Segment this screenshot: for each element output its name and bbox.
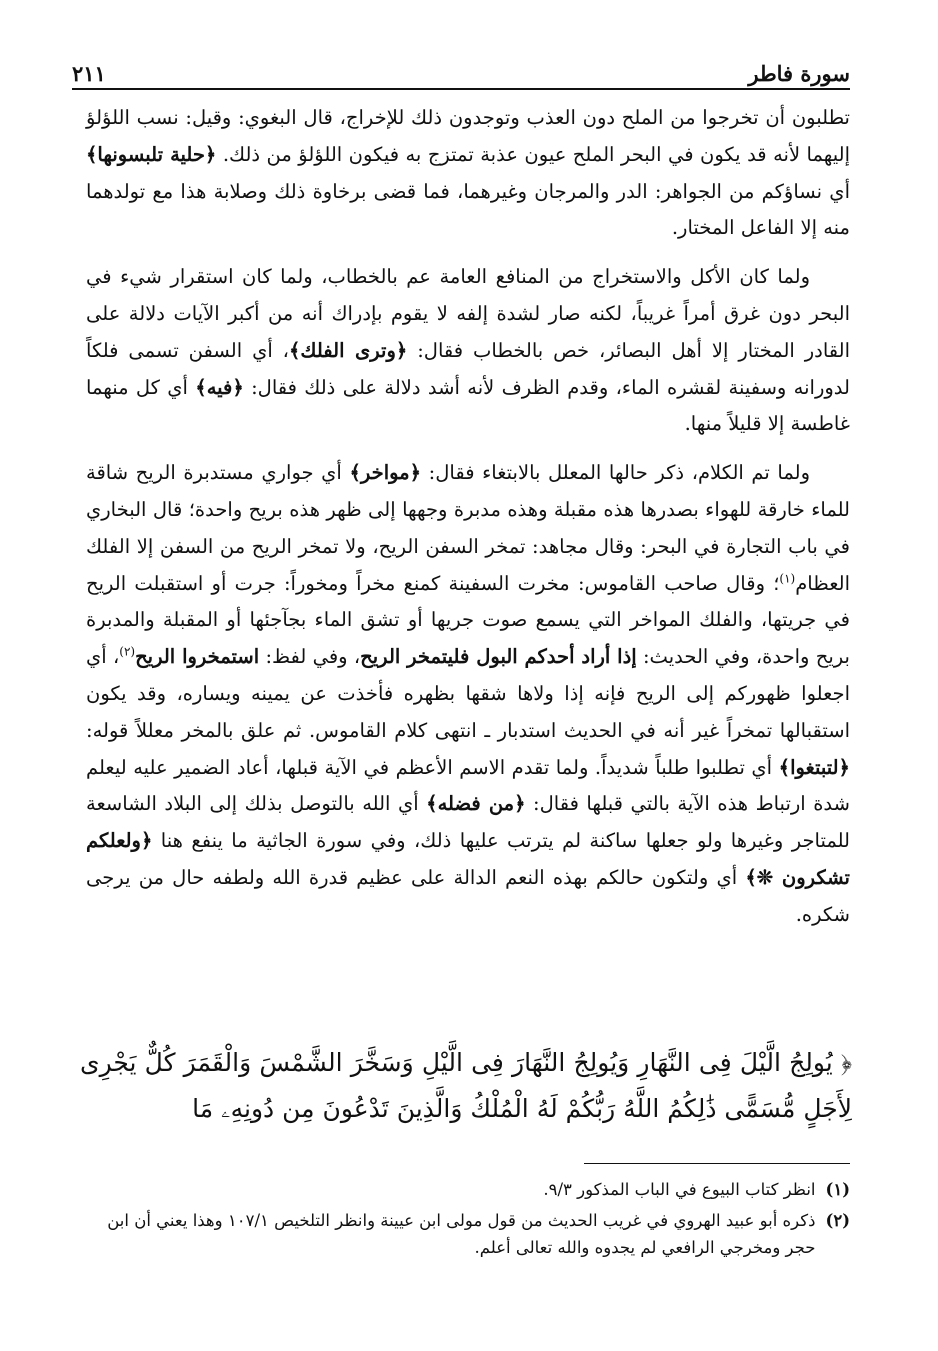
text-run: ، أي اجعلوا ظهوركم إلى الريح فإنه إذا ولاها شقها بظهره فأخذت عن يمينه ويساره، وقد يكون استقبالها تمخراً غير أنه في الحديث استدبار ـ انتهى كلام القاموس. ثم علق بالمخر معللاً قوله: (86, 645, 850, 742)
text-run: ولما كان الأكل والاستخراج من المنافع العامة عم بالخطاب، ولما كان استقرار شيء في البحر دون غرق أمراً غريباً، لكنه صار لشدة إلفه لا يقوم بإدراك أنه من أكبر الآيات دلالة على القادر المختار إلا أهل البصائر، خص بالخطاب فقال: (86, 265, 850, 362)
footnote-text: انظر كتاب البيوع في الباب المذكور ٩/٣. (543, 1180, 816, 1199)
footnote (86, 1176, 850, 1203)
text-run: أي الله بالتوصل بذلك إلى البلاد الشاسعة للمتاجر وغيرها ولو جعلها ساكنة لم يترتب عليها ذلك، وفي سورة الجاثية ما ينفع هنا (86, 792, 850, 853)
text-run: تطلبون أن تخرجوا من الملح دون العذب وتوجدون ذلك للإخراج، قال البغوي: وقيل: نسب اللؤلؤ إليهما لأنه قد يكون في البحر الملح عيون عذبة تمتزج به فيكون اللؤلؤ من ذلك. (86, 106, 850, 166)
paragraph (86, 259, 850, 443)
text-run: ولما تم الكلام، ذكر حالها المعلل بالابتغاء فقال: (421, 461, 810, 485)
paragraph (86, 455, 850, 933)
text-run: ؛ وقال صاحب القاموس: مخرت السفينة كمنع مخراً ومخوراً: جرت أو استقبلت الريح في جريتها، والفلك المواخر التي يسمع صوت جريها أو تشق الماء بجآجئها أو المقبلة والمدبرة بريح واحدة، وفي الحديث: (86, 571, 850, 669)
text-run: أي تطلبوا طلباً شديداً. ولما تقدم الاسم الأعظم في الآية قبلها، أعاد الضمير عليه ليعلم شدة ارتباط هذه الآية بالتي قبلها فقال: (86, 755, 850, 816)
footnote (86, 1207, 850, 1261)
paragraph (86, 100, 850, 247)
text-run: أي نساؤكم من الجواهر: الدر والمرجان وغيرهما، فما قضى برخاوة ذلك وصلابة هذا مع تولدهما منه إلا الفاعل المختار. (86, 179, 850, 240)
footnote-ref: (٢) (119, 644, 136, 659)
page-header (72, 52, 850, 88)
page-number: ٢١١ (72, 61, 106, 86)
footnote-rule (584, 1163, 850, 1164)
surah-title: سورة فاطر (748, 61, 850, 86)
text-run: أي جواري مستدبرة الريح شاقة للماء خارقة للهواء بصدرها هذه مقبلة وهذه مدبرة وجهها إلى ظهر هذه بريح واحدة؛ قال البخاري في باب التجارة في البحر: وقال مجاهد: تمخر السفن الريح، ولا تمخر الريح من السفن إلا الفلك العظام (86, 461, 850, 595)
quoted-phrase: استمخروا الريح (135, 645, 260, 669)
footnote-text: ذكره أبو عبيد الهروي في غريب الحديث من قول مولى ابن عيينة وانظر التلخيص ١٠٧/١ وهذا يعني أن ابن حجر ومخرجي الرافعي لم يجدوه والله تعالى أعلم. (107, 1211, 816, 1257)
text-run: أي ولتكون حالكم بهذه النعم الدالة على عظيم قدرة الله ولطفه حال من يرجى شكره. (86, 865, 850, 926)
quran-verse: ﴿ يُولِجُ الَّيْلَ فِى النَّهَارِ وَيُولِجُ النَّهَارَ فِى الَّيْلِ وَسَخَّرَ الشَّمْسَ وَالْقَمَرَ كُلٌّ يَجْرِى لِأَجَلٍ مُّسَمًّى ذَٰلِكُمُ اللَّهُ رَبُّكُمْ لَهُ الْمُلْكُ وَالَّذِينَ تَدْعُونَ مِن دُونِهِۦ مَا (80, 1048, 852, 1123)
text-run: ، وفي لفظ: (259, 645, 361, 669)
footnote-ref: (١) (779, 571, 796, 586)
quoted-phrase: ﴿وترى الفلك﴾ (288, 338, 408, 362)
quoted-phrase: ﴿من فضله﴾ (426, 792, 526, 816)
quoted-phrase: ﴿لتبتغوا﴾ (778, 755, 850, 779)
footnotes (86, 1176, 850, 1265)
commentary-body (86, 100, 850, 934)
header-rule (72, 88, 850, 90)
quoted-phrase: ﴿حلية تلبسونها﴾ (86, 142, 217, 166)
quoted-phrase: إذا أراد أحدكم البول فليتمخر الريح (360, 645, 637, 669)
footnote-number: (١) (825, 1180, 850, 1199)
quoted-phrase: ﴿مواخر﴾ (349, 461, 422, 485)
footnote-number: (٢) (825, 1211, 850, 1230)
text-run: أي كل منهما غاطسة إلا قليلاً منها. (86, 375, 850, 436)
text-run: ، أي السفن تسمى فلكاً لدورانه وسفينة لقشره الماء، وقدم الظرف لأنه أشد دلالة على ذلك فقال: (86, 338, 850, 399)
quoted-phrase: ﴿ولعلكم تشكرون ❊﴾ (86, 829, 850, 889)
quoted-phrase: ﴿فيه﴾ (195, 375, 244, 399)
